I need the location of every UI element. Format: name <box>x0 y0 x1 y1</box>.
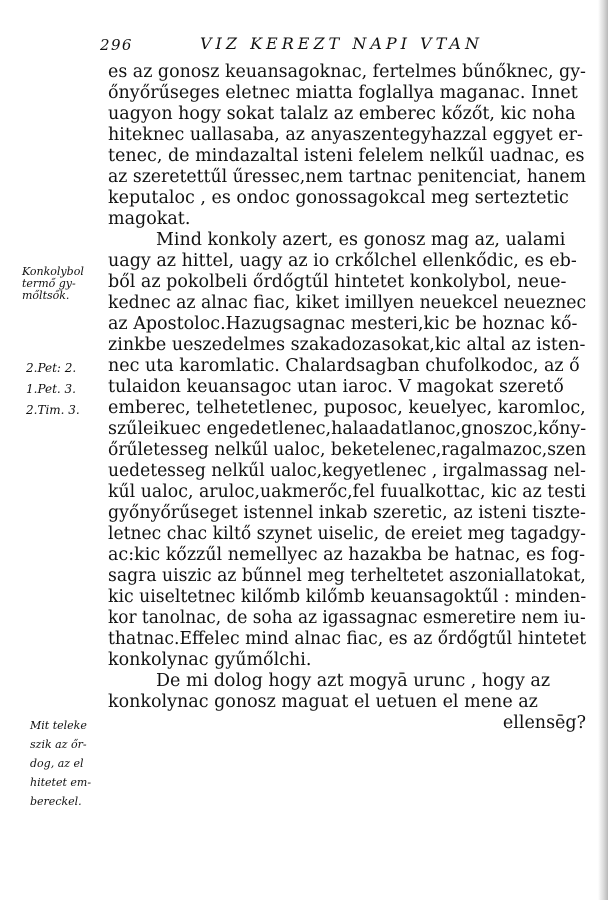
body-text <box>108 62 586 734</box>
margin-note-line: Konkolybol <box>22 265 84 278</box>
text-line: konkolynac gyűmőlchi. <box>108 650 312 670</box>
margin-note-line: Mit teleke <box>30 719 87 732</box>
text-line: az szeretettűl űressec,nem tartnac penitenciat, hanem <box>108 167 586 187</box>
text-line: nec uta karomlatic. Chalardsagban chufolkodoc, az ő <box>108 356 580 376</box>
text-line: ből az pokolbeli őrdőgtűl hintetet konkolybol, neue- <box>108 272 567 292</box>
text-line: letnec chac kiltő szynet uiselic, de ereiet meg tagadgy- <box>108 524 586 544</box>
text-line: őrűletesseg nelkűl ualoc, beketelenec,ragalmazoc,szen <box>108 440 587 460</box>
text-line: tulaidon keuansagoc utan iaroc. V magokat szerető <box>108 377 564 397</box>
margin-note-line: szik az őr- <box>30 738 87 751</box>
margin-note-line: 2.Tim. 3. <box>26 403 80 417</box>
text-line: uagy az hittel, uagy az io crkőlchel ellenkődic, es eb- <box>108 251 577 271</box>
text-line: konkolynac gonosz maguat el uetuen el mene az <box>108 692 538 712</box>
text-line: thatnac.Effelec mind alnac fiac, es az őrdőgtűl hintetet <box>108 629 587 649</box>
text-line: uedetesseg nelkűl ualoc,kegyetlenec , irgalmassag nel- <box>108 461 586 481</box>
text-line: sagra uiszic az bűnnel meg terheltetet aszoniallatokat, <box>108 566 586 586</box>
text-line: zinkbe ueszedelmes szakadozasokat,kic altal az isten- <box>108 335 586 355</box>
text-line: Mind konkoly azert, es gonosz mag az, ualami <box>156 230 566 250</box>
margin-note-line: dog, az el <box>30 757 84 770</box>
margin-note-konkoly <box>22 266 94 302</box>
margin-note-line: termő gy- <box>22 277 76 290</box>
text-line: őnyőrűseges eletnec miatta foglallya maganac. Innet <box>108 83 578 103</box>
text-line: magokat. <box>108 209 191 229</box>
margin-note-mit-teleke <box>30 716 102 811</box>
text-line: De mi dolog hogy azt mogyā urunc , hogy az <box>156 671 551 691</box>
text-line: győnyőrűseget istennel inkab szeretic, az isteni tiszte- <box>108 503 586 523</box>
text-line: az Apostoloc.Hazugsagnac mesteri,kic be hoznac kő- <box>108 314 578 334</box>
margin-note-line: 2.Pet: 2. <box>26 361 77 375</box>
text-line: es az gonosz keuansagoknac, fertelmes bűnőknec, gy- <box>108 62 586 82</box>
page-number: 296 <box>100 36 133 54</box>
text-line: kednec az alnac fiac, kiket imillyen neuekcel neueznec <box>108 293 587 313</box>
margin-note-line: mőltsők. <box>22 289 70 302</box>
running-header <box>100 34 540 58</box>
text-line: tenec, de mindazaltal isteni felelem nelkűl uadnac, es <box>108 146 585 166</box>
page-gutter-shadow <box>598 0 608 900</box>
margin-note-line: hitetet em- <box>30 776 92 789</box>
text-line: hiteknec uallasaba, az anyaszentegyhazzal eggyet er- <box>108 125 583 145</box>
text-line: kűl ualoc, aruloc,uakmerőc,fel fuualkottac, kic az testi <box>108 482 586 502</box>
text-line: ellensēg? <box>502 713 586 733</box>
text-line: uagyon hogy sokat talalz az emberec kőzőt, kic noha <box>108 104 576 124</box>
text-line: ac:kic kőzzűl nemellyec az hazakba be hatnac, es fog- <box>108 545 585 565</box>
text-line: keputaloc , es ondoc gonossagokcal meg serteztetic <box>108 188 569 208</box>
margin-note-references <box>26 358 98 421</box>
text-line: szűleikuec engedetlenec,halaadatlanoc,gnoszoc,kőny- <box>108 419 587 439</box>
margin-note-line: 1.Pet. 3. <box>26 382 76 396</box>
text-line: kic uiseltetnec kilőmb kilőmb keuansagoktűl : minden- <box>108 587 587 607</box>
text-line: emberec, telhetetlenec, puposoc, keuelyec, karomloc, <box>108 398 586 418</box>
text-line: kor tanolnac, de soha az igassagnac esmeretire nem iu- <box>108 608 586 628</box>
margin-note-line: bereckel. <box>30 795 82 808</box>
running-title: VIZ KEREZT NAPI VTAN <box>200 34 483 53</box>
